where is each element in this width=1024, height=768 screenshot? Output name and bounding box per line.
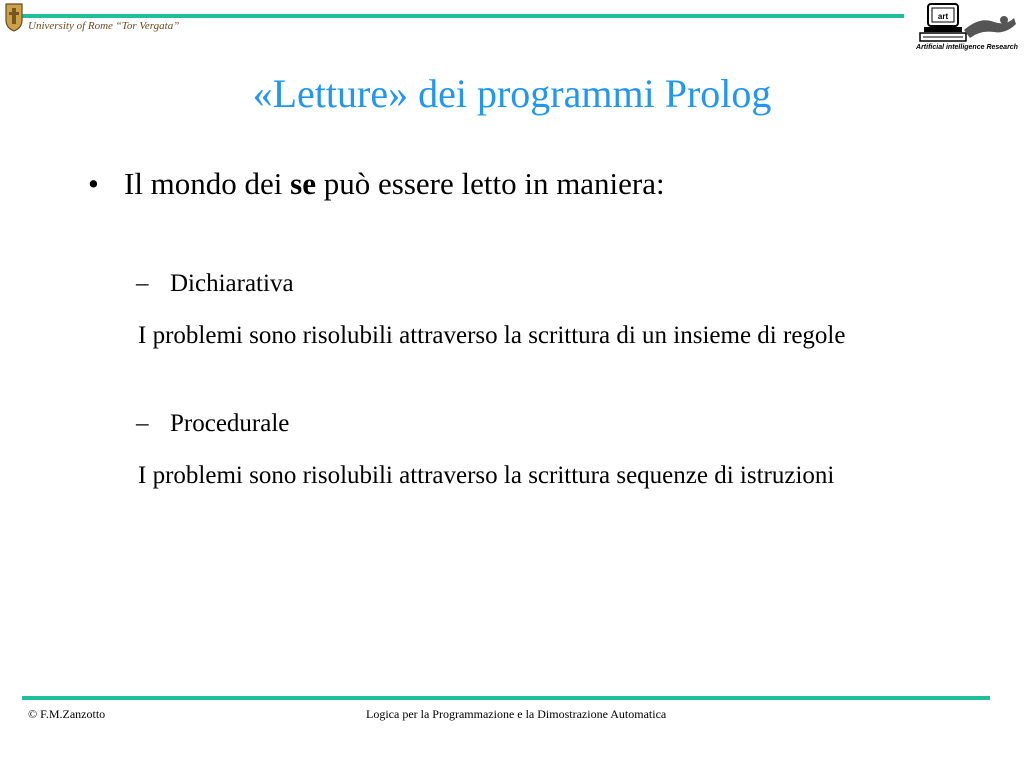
university-name: University of Rome “Tor Vergata” <box>28 20 180 32</box>
bullet-marker: • <box>88 166 99 201</box>
university-crest-icon <box>4 2 24 32</box>
sub-item-description: I problemi sono risolubili attraverso la scrittura sequenze di istruzioni <box>138 462 835 489</box>
footer-author: © F.M.Zanzotto <box>28 707 106 721</box>
logo-caption: Artificial intelligence Research <box>916 44 1018 51</box>
sub-item-procedurale <box>136 410 289 438</box>
slide-title: «Letture» dei programmi Prolog <box>252 71 772 116</box>
sub-item-label: Dichiarativa <box>170 270 294 297</box>
footer-divider <box>22 696 990 700</box>
sub-item-description: I problemi sono risolubili attraverso la scrittura di un insieme di regole <box>138 322 846 349</box>
dash-marker: – <box>136 410 149 437</box>
footer-course: Logica per la Programmazione e la Dimostrazione Automatica <box>366 707 667 721</box>
bullet-text-bold: se <box>290 166 316 201</box>
sub-item-label: Procedurale <box>170 410 290 437</box>
logo-text: art <box>937 12 949 21</box>
bullet-text-before: Il mondo dei <box>124 166 291 201</box>
bullet-text-after: può essere letto in maniera: <box>316 166 665 201</box>
dash-marker: – <box>136 270 149 297</box>
sub-item-dichiarativa <box>136 270 294 298</box>
header-divider <box>22 14 904 18</box>
main-bullet <box>88 166 665 202</box>
